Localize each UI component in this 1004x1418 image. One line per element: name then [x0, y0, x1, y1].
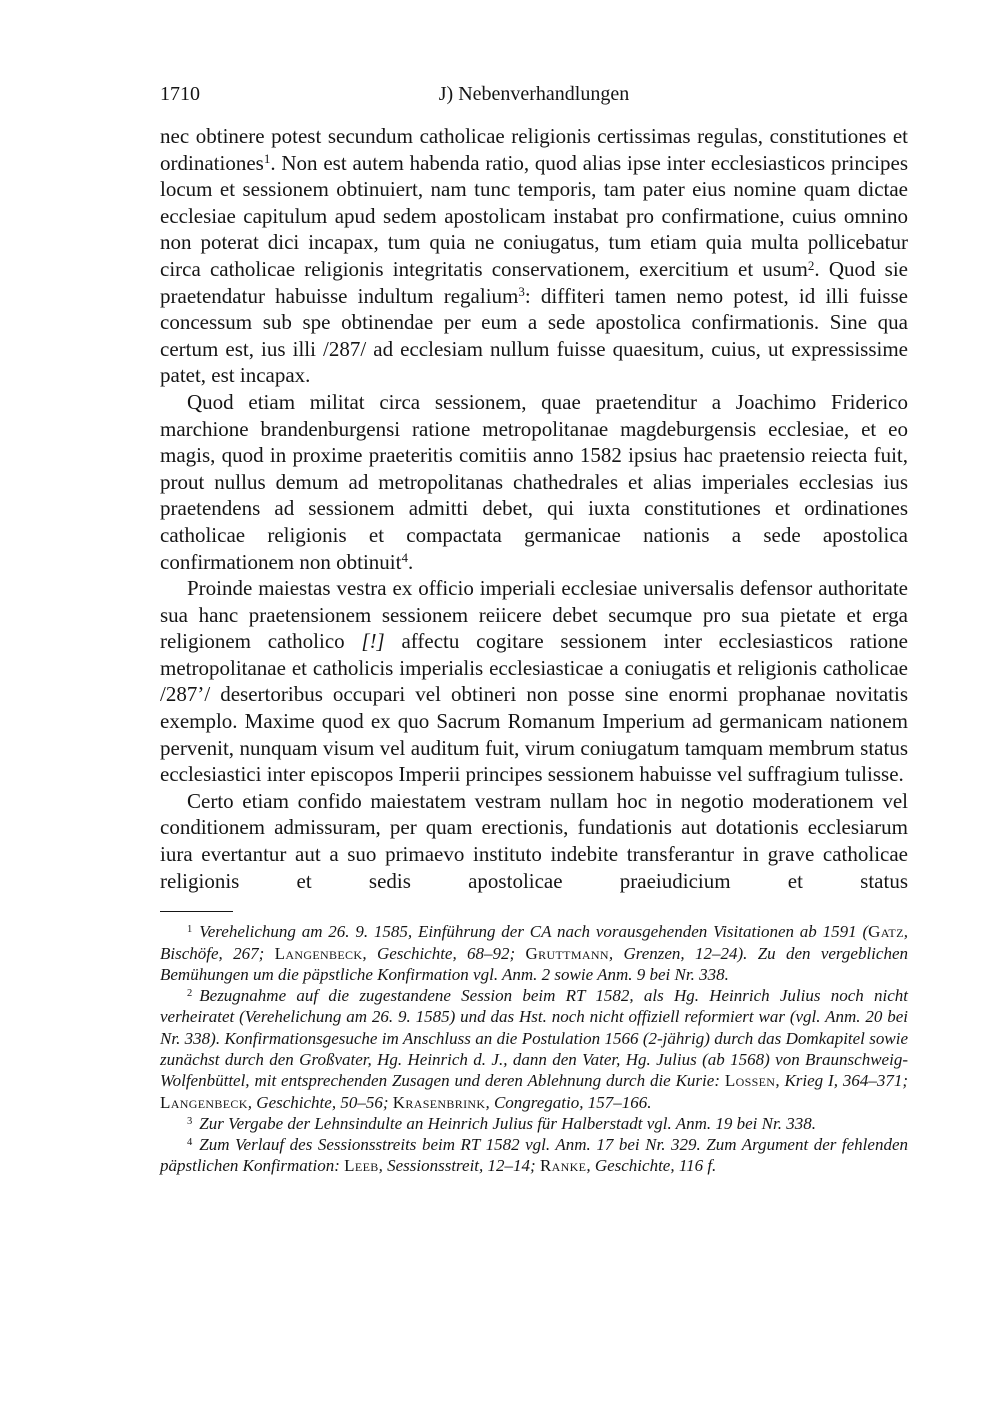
text-segment: [!] — [361, 629, 385, 654]
footnote-number: 1 — [187, 924, 193, 936]
text-segment: Ranke — [539, 1156, 587, 1176]
page-header — [160, 82, 908, 106]
footnote-number: 3 — [187, 1116, 193, 1128]
text-segment: , Grenzen, 12–24). Zu den vergeblichen Bemühungen um die päpstliche Konfirmation vgl. Anm. 2 sowie Anm. 9 bei Nr. 338. — [160, 943, 908, 984]
text-segment: Quod etiam militat circa sessionem, quae praetenditur a Joachimo Friderico marchione brandenburgensi ratione metropolitanae magdeburgensis ecclesiae, et eo magis, quod in proxime praeteritis comitiis anno 1582 ipsius hac praetensio reiecta fuit, prout nullus demum ad metropolitanas chathedrales et alias imperiales ecclesias ius praetendens ad sessionem admitti debet, qui iuxta constitutiones et ordinationes catholicae religionis et compactata germanicae nationis a sede apostolica confirmationem non obtinuit — [160, 389, 908, 574]
text-segment: , Geschichte, 68–92; — [362, 943, 526, 963]
text-segment: , Krieg I, 364–371; — [775, 1071, 909, 1091]
text-segment: Gruttmann — [525, 943, 609, 963]
text-segment: Leeb — [344, 1156, 379, 1176]
footnote-item — [160, 985, 908, 1113]
text-segment: Krasenbrink — [392, 1092, 486, 1112]
text-segment: Lossen — [724, 1071, 776, 1091]
text-segment: . Quod sie praetendatur habuisse indultum regalium — [160, 256, 908, 308]
running-title: J) Nebenverhandlungen — [438, 83, 630, 105]
body-paragraph — [160, 788, 908, 894]
text-segment: Zur Vergabe der Lehnsindulte an Heinrich Julius für Halberstadt vgl. Anm. 19 bei Nr. 338. — [199, 1113, 816, 1133]
text-segment: affectu cogitare sessionem inter ecclesiasticos ratione metropolitanae et catholicis imperialis ecclesiasticae a coniugatis et religionis catholicae /287’/ desertoribus occupari vel obtineri non posse sine enormi prophanae novitatis exemplo. Maxime quod ex quo Sacrum Romanum Imperium ad germanicam nationem pervenit, nunquam visum vel auditum fuit, virum coniugatum tamquam membrum status ecclesiastici inter episcopos Imperii principes sessionem habuisse vel suffragium tulisse. — [160, 629, 908, 787]
footnote-separator — [160, 911, 233, 912]
footnotes-section — [160, 911, 908, 1177]
page-number: 1710 — [160, 83, 200, 105]
text-segment: Zum Verlauf des Sessionsstreits beim RT 1582 vgl. Anm. 17 bei Nr. 329. Zum Argument der fehlenden päpstlichen Konfirmation: — [160, 1135, 908, 1176]
text-segment: . Non est autem habenda ratio, quod alias ipse inter ecclesiasticos principes locum et sessionem obtinuiert, nam tunc temporis, tam pater eius nomine quam dictae ecclesiae capitulum apud sedem apostolicam instabat pro confirmatione, cuius omnino non poterat dici incapax, tum quia ne coniugatus, tum etiam quia multa pollicebatur circa catholicae religionis integritatis conservationem, exercitium et usum — [160, 150, 908, 281]
footnote-marker: 1 — [263, 151, 271, 167]
text-segment: Gatz — [868, 922, 904, 942]
footnote-marker: 3 — [518, 284, 525, 300]
footnote-marker: 4 — [401, 550, 408, 566]
text-segment: Langenbeck — [274, 943, 363, 963]
text-segment: , Congregatio, 157–166. — [485, 1092, 652, 1112]
text-segment: , Bischöfe, 267; — [160, 922, 908, 963]
body-paragraph — [160, 389, 908, 575]
footnote-item — [160, 1134, 908, 1177]
text-segment: , Geschichte, 50–56; — [247, 1092, 393, 1112]
text-segment: Langenbeck — [160, 1092, 248, 1112]
text-segment: Proinde maiestas vestra ex officio imperiali ecclesiae universalis defensor authoritate sua hanc praetensionem sessionem reiicere debet secumque pro sua pietate et erga religionem catholico — [160, 576, 908, 654]
footnote-item — [160, 921, 908, 985]
text-segment: , Geschichte, 116 f. — [586, 1156, 717, 1176]
footnotes-list — [160, 921, 908, 1177]
text-segment: , Sessionsstreit, 12–14; — [378, 1156, 540, 1176]
footnote-marker: 2 — [807, 257, 815, 273]
body-paragraph — [160, 123, 908, 389]
text-segment: Bezugnahme auf die zugestandene Session beim RT 1582, als Hg. Heinrich Julius noch nicht verheiratet (Verehelichung am 26. 9. 1585) und das Hst. noch nicht offiziell reformiert war (vgl. Anm. 20 bei Nr. 338). Konfirmationsgesuche im Anschluss an die Postulation 1566 (2-jährig) durch das Domkapitel sowie zunächst durch den Großvater, Hg. Heinrich d. J., dann den Vater, Hg. Julius (ab 1568) von Braunschweig-Wolfenbüttel, mit entsprechenden Zusagen und deren Ablehnung durch die Kurie: — [160, 986, 908, 1091]
body-paragraph — [160, 575, 908, 788]
footnote-number: 2 — [187, 988, 193, 1000]
text-segment: Verehelichung am 26. 9. 1585, Einführung der CA nach vorausgehenden Visitationen ab 1591 ( — [199, 922, 869, 942]
text-segment: : diffiteri tamen nemo potest, id illi fuisse concessum sub spe obtinendae per eum a sede apostolica confirmationis. Sine qua certum est, ius illi /287/ ad ecclesiam nullum fuisse quaesitum, cuius, ut expressissime patet, est incapax. — [160, 283, 908, 388]
footnote-item — [160, 1113, 908, 1134]
text-segment: Certo etiam confido maiestatem vestram nullam hoc in negotio moderationem vel conditionem admissuram, per quam erectionis, fundationis aut dotationis ecclesiarum iura evertantur aut a suo primaevo instituto indebite transferantur in grave catholicae religionis et sedis apostolicae praeiudicium et status — [160, 788, 908, 893]
footnote-number: 4 — [187, 1137, 193, 1149]
text-segment: nec obtinere potest secundum catholicae religionis certissimas regulas, constitutiones et ordinationes — [160, 124, 908, 175]
body-text — [160, 123, 908, 894]
text-segment: . — [407, 549, 414, 574]
